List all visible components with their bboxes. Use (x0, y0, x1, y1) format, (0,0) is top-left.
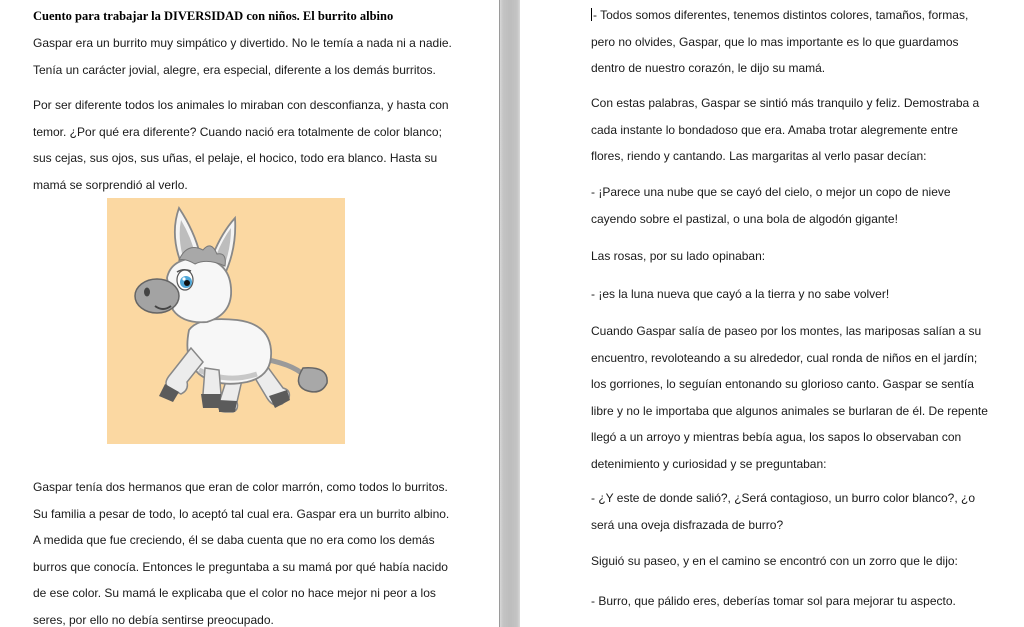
paragraph: - Burro, que pálido eres, deberías tomar sol para mejorar tu aspecto. (591, 594, 956, 608)
paragraph: Siguió su paseo, y en el camino se encontró con un zorro que le dijo: (591, 554, 958, 568)
text-cursor (591, 8, 592, 21)
paragraph: Gaspar tenía dos hermanos que eran de color marrón, como todos lo burritos. Su familia a pesar de todo, lo aceptó tal cual era. Gaspar era un burrito albino. A medida que fue creciendo, él se daba cuenta que no era como los demás burros que conocía. Entonces le preguntaba a su mamá por qué había nacido de ese color. Su mamá le explicaba que el color no hace mejor ni peor a los seres, por ello no debía sentirse preocupado. (33, 480, 450, 627)
paragraph: - Todos somos diferentes, tenemos distintos colores, tamaños, formas, pero no olvides, Gaspar, que lo mas importante es lo que guardamos dentro de nuestro corazón, le dijo su mamá. (591, 8, 969, 75)
paragraph: - ¡es la luna nueva que cayó a la tierra y no sabe volver! (591, 287, 890, 301)
page-gutter (500, 0, 520, 627)
page-edge (499, 0, 500, 627)
paragraph: - ¿Y este de donde salió?, ¿Será contagioso, un burro color blanco?, ¿o será una oveja disfrazada de burro? (591, 491, 976, 532)
paragraph: Con estas palabras, Gaspar se sintió más tranquilo y feliz. Demostraba a cada instante lo bondadoso que era. Amaba trotar alegremente entre flores, riendo y cantando. Las margaritas al verlo pasar decían: (591, 96, 980, 163)
document-title: Cuento para trabajar la DIVERSIDAD con niños. El burrito albino (33, 9, 394, 23)
white-donkey-icon (107, 198, 345, 444)
paragraph: Cuando Gaspar salía de paseo por los montes, las mariposas salían a su encuentro, revoloteando a su alrededor, cual ronda de niños en el jardín; los gorriones, lo seguían entonando su glorioso canto. Gaspar se sentía libre y no le importaba que algunos animales se burlaran de él. De repente llegó a un arroyo y mientras bebía agua, los sapos lo observaban con detenimiento y curiosidad y se preguntaban: (591, 324, 988, 471)
paragraph: Las rosas, por su lado opinaban: (591, 249, 766, 263)
paragraph: - ¡Parece una nube que se cayó del cielo, o mejor un copo de nieve cayendo sobre el pastizal, o una bola de algodón gigante! (591, 185, 951, 226)
paragraph: Por ser diferente todos los animales lo miraban con desconfianza, y hasta con temor. ¿Por qué era diferente? Cuando nació era totalmente de color blanco; sus cejas, sus ojos, sus uñas, el pelaje, el hocico, todo era blanco. Hasta su mamá se sorprendió al verlo. (33, 98, 449, 192)
paragraph: Gaspar era un burrito muy simpático y divertido. No le temía a nada ni a nadie. Tenía un carácter jovial, alegre, era especial, diferente a los demás burritos. (33, 36, 452, 77)
right-page (520, 0, 1024, 627)
left-page (0, 0, 500, 627)
donkey-illustration (107, 198, 345, 444)
